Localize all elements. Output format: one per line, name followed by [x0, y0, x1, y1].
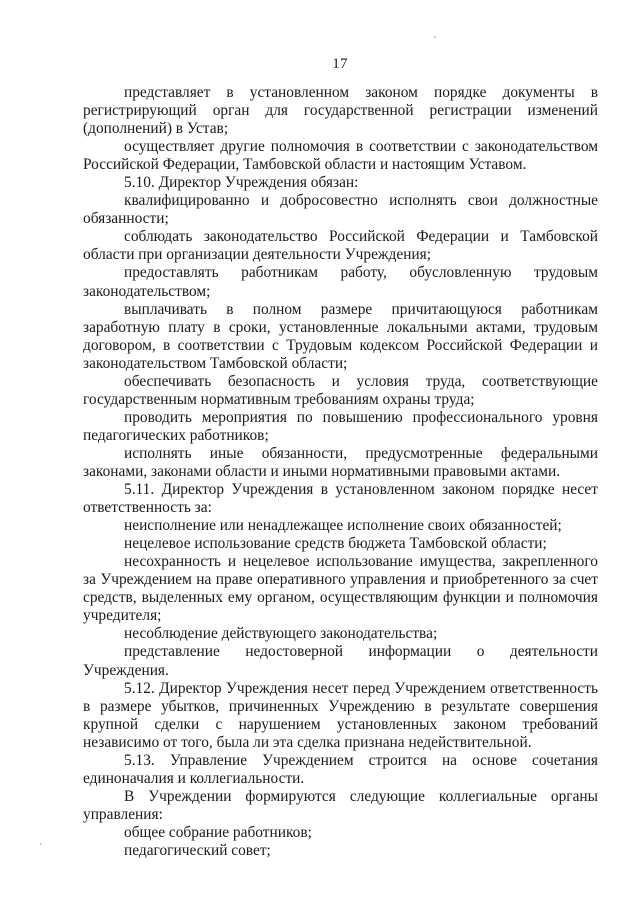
duty-item: квалифицированно и добросовестно исполнять свои должностные обязанности; [83, 192, 598, 228]
collegial-body-item: общее собрание работников; [124, 823, 312, 841]
page-body [83, 84, 598, 860]
collegial-body-item: педагогический совет; [124, 841, 271, 859]
responsibility-item: представление недостоверной информации о деятельности Учреждения. [83, 643, 598, 679]
responsibility-item: несоблюдение действующего законодательства; [124, 625, 438, 643]
duty-item: проводить мероприятия по повышению профессионального уровня педагогических работников; [83, 408, 598, 444]
duty-item: обеспечивать безопасность и условия труда, соответствующие государственным нормативным требованиям охраны труда; [83, 372, 598, 408]
duty-item: выплачивать в полном размере причитающуюся работникам заработную плату в сроки, установленные локальными актами, трудовым договором, в соответствии с Трудовым кодексом Российской Федерации и законодательством Тамбовской области; [83, 300, 598, 372]
scan-speck [434, 36, 436, 38]
paragraph-submit-documents: представляет в установленном законом порядке документы в регистрирующий орган для государственной регистрации изменений (дополнений) в Устав; [83, 84, 598, 138]
collegial-bodies-intro: В Учреждении формируются следующие коллегиальные органы управления: [83, 787, 598, 823]
page-number: 17 [332, 56, 348, 72]
responsibility-item: неисполнение или ненадлежащее исполнение своих обязанностей; [124, 517, 562, 535]
section-5-10-heading: 5.10. Директор Учреждения обязан: [124, 174, 359, 192]
duty-item: исполнять иные обязанности, предусмотренные федеральными законами, законами области и иными нормативными правовыми актами. [83, 444, 598, 480]
responsibility-item: несохранность и нецелевое использование имущества, закрепленного за Учреждением на праве оперативного управления и приобретенного за счет средств, выделенных ему органом, осуществляющим функции и полномочия учредителя; [83, 553, 598, 625]
duty-item: предоставлять работникам работу, обусловленную трудовым законодательством; [83, 264, 598, 300]
section-5-13-paragraph: 5.13. Управление Учреждением строится на основе сочетания единоначалия и коллегиальности. [83, 751, 598, 787]
responsibility-item: нецелевое использование средств бюджета Тамбовской области; [124, 535, 547, 553]
paragraph-other-powers: осуществляет другие полномочия в соответствии с законодательством Российской Федерации, Тамбовской области и настоящим Уставом. [83, 138, 598, 174]
section-5-12-paragraph: 5.12. Директор Учреждения несет перед Учреждением ответственность в размере убытков, причиненных Учреждению в результате совершения крупной сделки с нарушением установленных законом требований независимо от того, была ли эта сделка признана недействительной. [83, 679, 598, 751]
duty-item: соблюдать законодательство Российской Федерации и Тамбовской области при организации деятельности Учреждения; [83, 228, 598, 264]
scan-speck [40, 843, 42, 845]
section-5-11-heading: 5.11. Директор Учреждения в установленном законом порядке несет ответственность за: [83, 481, 598, 517]
